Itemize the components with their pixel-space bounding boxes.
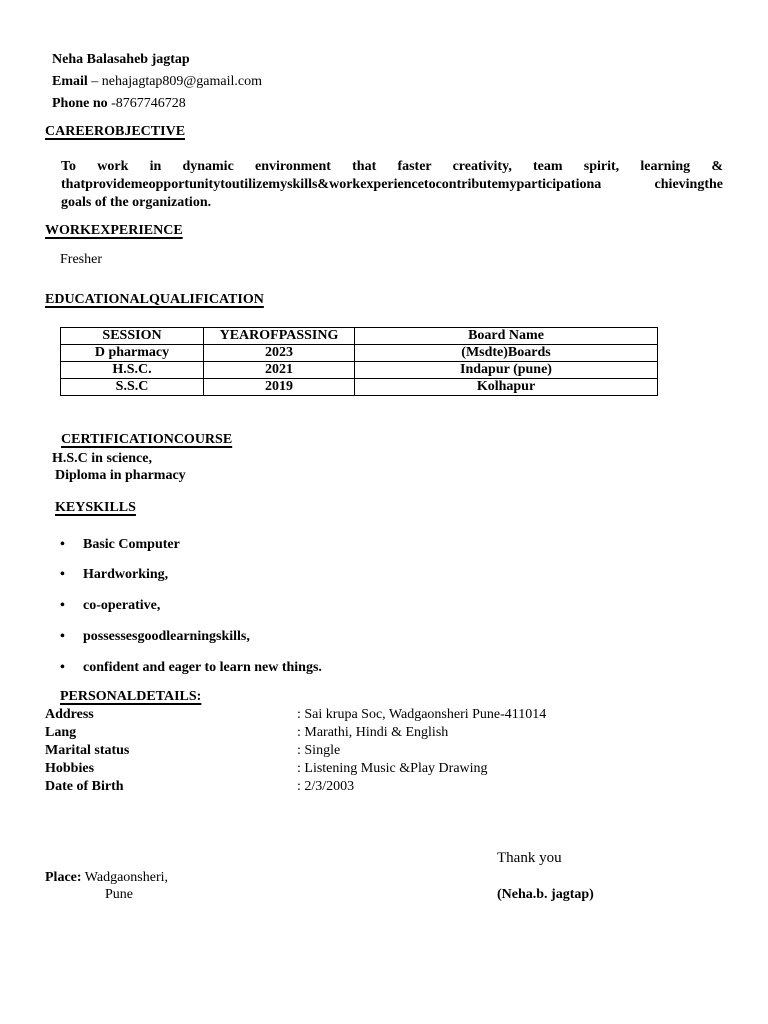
list-item [60, 537, 180, 553]
skill-label: confident and eager to learn new things. [83, 660, 322, 675]
table-cell: 2021 [204, 362, 355, 379]
table-cell: 2019 [204, 379, 355, 396]
address-label: Address [45, 707, 94, 722]
table-header-row [61, 328, 658, 345]
table-row [61, 362, 658, 379]
column-header-year: YEAROFPASSING [204, 328, 355, 345]
table-row [61, 379, 658, 396]
phone-label: Phone no [52, 96, 108, 111]
work-experience-value: Fresher [60, 252, 102, 267]
place-label: Place: [45, 870, 82, 885]
table-cell: H.S.C. [61, 362, 204, 379]
email-label: Email [52, 74, 88, 89]
phone-line [52, 96, 186, 112]
bullet-icon: • [60, 598, 65, 613]
marital-status-label: Marital status [45, 743, 130, 758]
table-cell: D pharmacy [61, 345, 204, 362]
list-item [60, 567, 168, 583]
place-city: Pune [105, 887, 133, 902]
dob-value: : 2/3/2003 [297, 779, 355, 794]
education-heading: EDUCATIONALQUALIFICATION [45, 292, 264, 307]
place-value: Wadgaonsheri, [81, 870, 169, 885]
table-row [61, 345, 658, 362]
list-item [60, 598, 160, 614]
hobbies-value: : Listening Music &Play Drawing [297, 761, 488, 776]
phone-value: -8767746728 [107, 96, 186, 111]
list-item [60, 629, 250, 645]
email-line [52, 74, 262, 90]
place-line [45, 870, 168, 886]
column-header-session: SESSION [61, 328, 204, 345]
skill-label: Basic Computer [83, 537, 180, 552]
key-skills-heading: KEYSKILLS [55, 500, 136, 515]
table-cell: Indapur (pune) [355, 362, 658, 379]
education-table [60, 327, 658, 396]
marital-status-value: : Single [297, 743, 341, 758]
bullet-icon: • [60, 567, 65, 582]
career-objective-text [61, 158, 723, 212]
thank-you-text: Thank you [497, 850, 562, 866]
bullet-icon: • [60, 537, 65, 552]
certification-item: Diploma in pharmacy [55, 468, 186, 483]
language-value: : Marathi, Hindi & English [297, 725, 449, 740]
skill-label: Hardworking, [83, 567, 169, 582]
objective-line-3: goals of the organization. [61, 195, 212, 210]
objective-line-2: thatprovidemeopportunitytoutilizemyskills&workexperiencetocontributemyparticipationa chievingthe [61, 177, 723, 192]
certification-heading: CERTIFICATIONCOURSE [61, 432, 233, 447]
table-cell: Kolhapur [355, 379, 658, 396]
column-header-board: Board Name [355, 328, 658, 345]
email-value: – nehajagtap809@gamail.com [87, 74, 263, 89]
candidate-name: Neha Balasaheb jagtap [52, 52, 190, 67]
table-cell: S.S.C [61, 379, 204, 396]
dob-label: Date of Birth [45, 779, 124, 794]
table-cell: 2023 [204, 345, 355, 362]
language-label: Lang [45, 725, 77, 740]
bullet-icon: • [60, 660, 65, 675]
skill-label: co-operative, [83, 598, 161, 613]
skill-label: possessesgoodlearningskills, [83, 629, 250, 644]
signature: (Neha.b. jagtap) [497, 887, 594, 902]
bullet-icon: • [60, 629, 65, 644]
list-item [60, 660, 322, 676]
address-value: : Sai krupa Soc, Wadgaonsheri Pune-411014 [297, 707, 547, 722]
table-cell: (Msdte)Boards [355, 345, 658, 362]
objective-line-1: To work in dynamic environment that faster creativity, team spirit, learning & [61, 159, 723, 174]
hobbies-label: Hobbies [45, 761, 95, 776]
personal-details-heading: PERSONALDETAILS: [60, 689, 202, 704]
certification-item: H.S.C in science, [52, 451, 152, 466]
career-objective-heading: CAREEROBJECTIVE [45, 124, 186, 139]
work-experience-heading: WORKEXPERIENCE [45, 223, 183, 238]
